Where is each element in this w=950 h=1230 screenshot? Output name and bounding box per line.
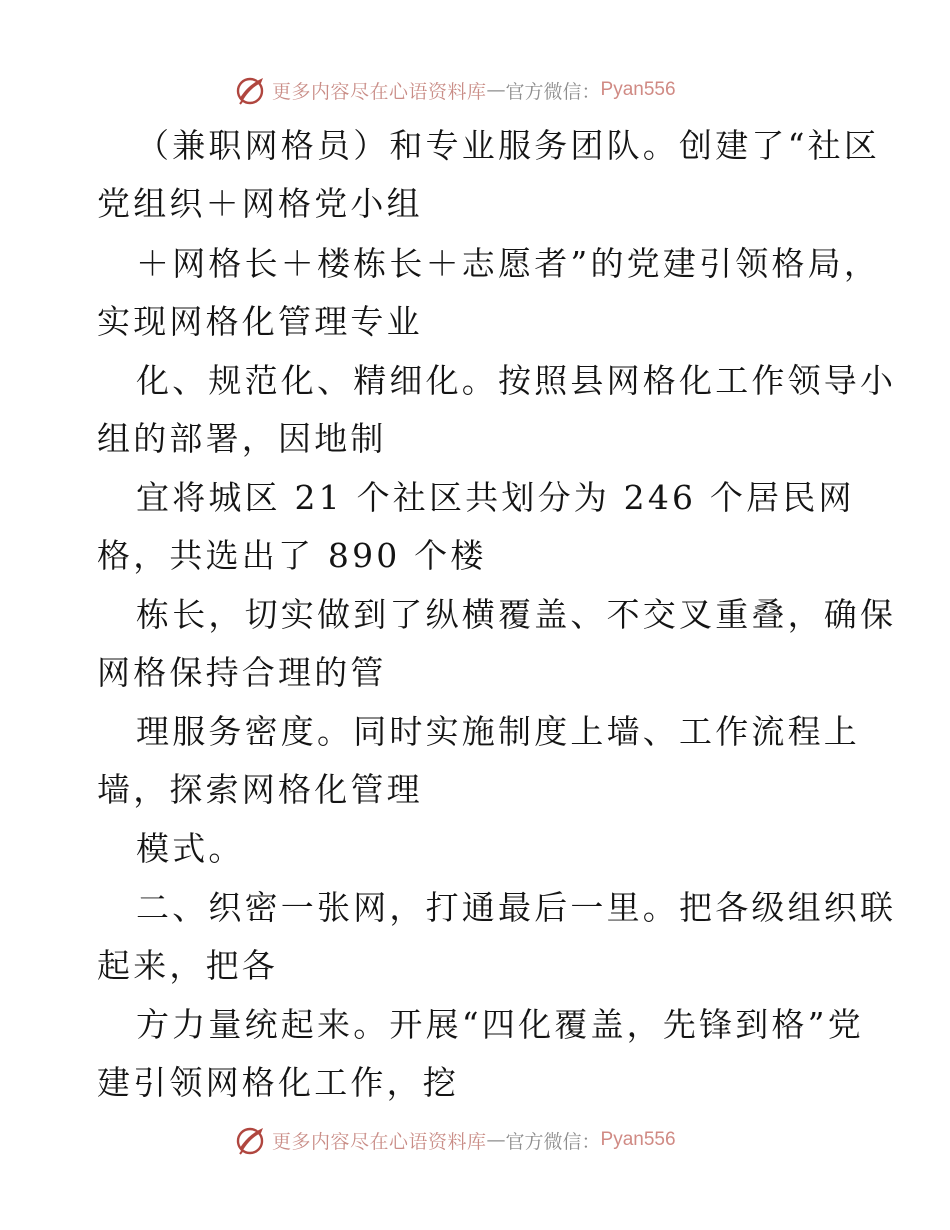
watermark-site-text: 更多内容尽在心语资料库 [272, 80, 487, 103]
body-line: 二、织密一张网，打通最后一里。把各级组织联 [136, 888, 897, 927]
body-line: 理服务密度。同时实施制度上墙、工作流程上 [136, 712, 860, 751]
watermark-separator: — [486, 79, 506, 101]
body-line: 实现网格化管理专业 [97, 302, 423, 341]
watermark-footer [234, 1123, 676, 1157]
watermark-wechat-id: Pyan556 [600, 1129, 676, 1150]
watermark-wechat-id: Pyan556 [600, 79, 676, 100]
body-line: 栋长，切实做到了纵横覆盖、不交叉重叠，确保 [136, 595, 897, 634]
body-line: 起来，把各 [97, 946, 278, 985]
body-line: 网格保持合理的管 [97, 653, 387, 692]
body-line: 格，共选出了 890 个楼 [97, 536, 487, 575]
body-line: ＋网格长＋楼栋长＋志愿者”的党建引领格局， [136, 244, 881, 283]
pen-logo-icon [234, 1124, 266, 1156]
body-line: 宜将城区 21 个社区共划分为 246 个居民网 [136, 478, 855, 517]
body-line: 方力量统起来。开展“四化覆盖，先锋到格”党 [136, 1005, 864, 1044]
body-line: 党组织＋网格党小组 [97, 184, 423, 223]
body-line: 建引领网格化工作，挖 [97, 1063, 459, 1102]
watermark-label: 官方微信： [505, 80, 601, 103]
watermark-site-text: 更多内容尽在心语资料库 [272, 1130, 487, 1153]
body-line: 化、规范化、精细化。按照县网格化工作领导小 [136, 361, 897, 400]
watermark-label: 官方微信： [505, 1130, 601, 1153]
body-line: 墙，探索网格化管理 [97, 770, 423, 809]
body-line: （兼职网格员）和专业服务团队。创建了“社区 [136, 126, 881, 165]
watermark-separator: — [486, 1129, 506, 1151]
body-line: 组的部署，因地制 [97, 419, 387, 458]
body-line: 模式。 [136, 829, 245, 868]
